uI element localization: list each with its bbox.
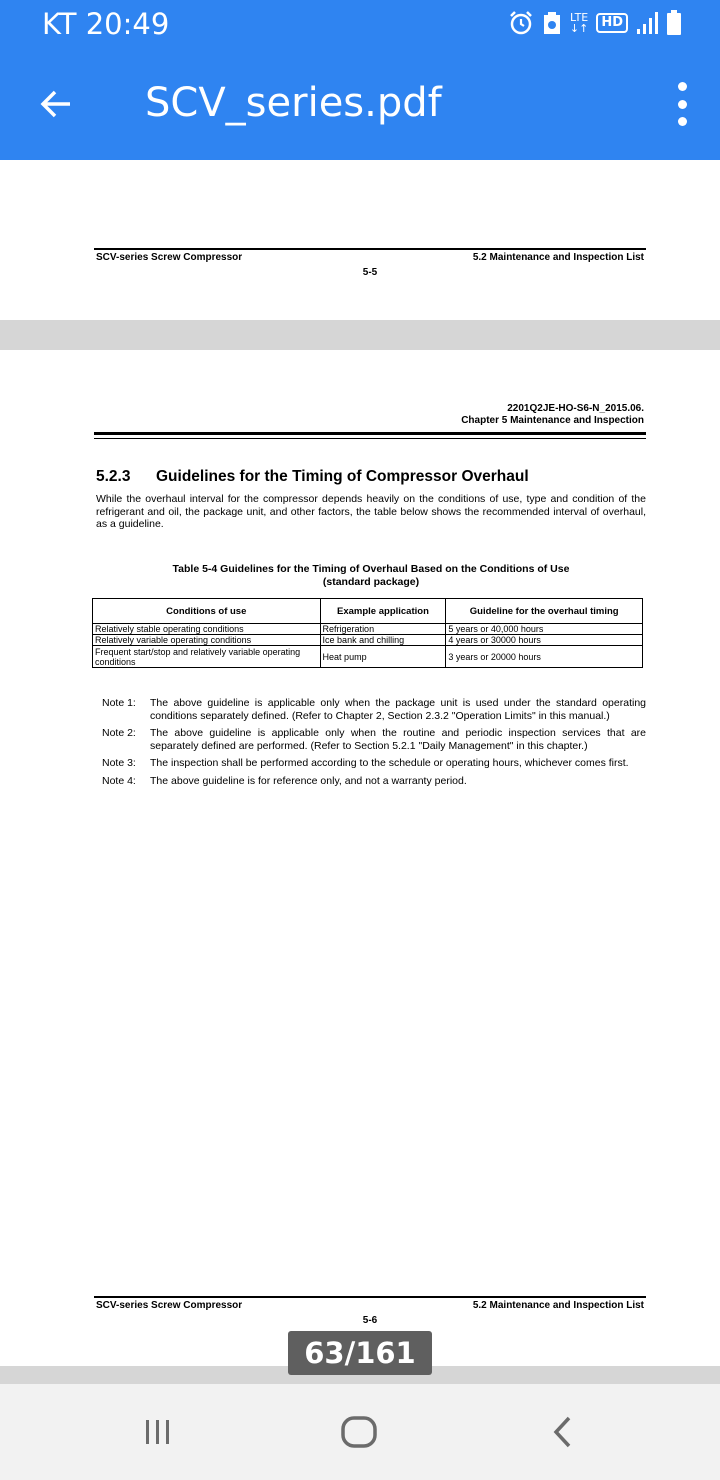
- pdf-viewer[interactable]: [0, 160, 720, 1384]
- table-row: [93, 646, 643, 668]
- note-label: Note 3:: [102, 757, 136, 769]
- table-row: [93, 624, 643, 635]
- table-header-row: [93, 599, 643, 624]
- table-caption-line2: (standard package): [322, 575, 420, 588]
- table-cell: Frequent start/stop and relatively variable operating conditions: [93, 646, 321, 668]
- more-vert-icon-dot: [678, 100, 687, 109]
- chapter-heading: Chapter 5 Maintenance and Inspection: [461, 415, 644, 426]
- table-header-cell: Conditions of use: [93, 599, 321, 624]
- table-header-cell: Example application: [320, 599, 446, 624]
- header-rule: [94, 432, 646, 435]
- intro-paragraph: While the overhaul interval for the compressor depends heavily on the conditions of use, type and condition of the refrigerant and oil, the package unit, and other factors, the table below shows the recommended interval of overhaul, as a guideline.: [96, 493, 646, 530]
- back-button[interactable]: [30, 78, 82, 130]
- note-item: [102, 775, 646, 788]
- alarm-icon: [508, 10, 534, 36]
- footer-rule: [94, 248, 646, 250]
- status-bar: [0, 0, 720, 48]
- doc-code: 2201Q2JE-HO-S6-N_2015.06.: [507, 403, 644, 414]
- table-caption-line1: Table 5-4 Guidelines for the Timing of Overhaul Based on the Conditions of Use: [172, 563, 570, 575]
- page-separator: [0, 320, 720, 350]
- note-label: Note 2:: [102, 727, 136, 739]
- lte-indicator: [570, 12, 588, 34]
- table-cell: Refrigeration: [320, 624, 446, 635]
- battery-icon: [666, 10, 682, 36]
- table-cell: 5 years or 40,000 hours: [446, 624, 643, 635]
- note-text: The inspection shall be performed according to the schedule or operating hours, whichever comes first.: [150, 757, 629, 769]
- status-time: KT 20:49: [42, 7, 170, 41]
- prev-page-number: 5-5: [362, 267, 378, 278]
- note-item: [102, 757, 646, 770]
- status-icons: [508, 8, 682, 38]
- prev-footer-right: 5.2 Maintenance and Inspection List: [472, 252, 644, 263]
- table-cell: 4 years or 30000 hours: [446, 635, 643, 646]
- note-text: The above guideline is applicable only when the package unit is used under the standard operating conditions separately defined. (Refer to Chapter 2, Section 2.3.2 "Operation Limits" in this manual.): [150, 697, 646, 722]
- hd-voice-badge: HD: [596, 13, 628, 33]
- data-arrows-icon: ↓↑: [569, 22, 589, 35]
- note-item: [102, 727, 646, 752]
- nav-back-button[interactable]: [532, 1408, 592, 1456]
- section-heading: [96, 468, 529, 486]
- signal-icon: [636, 11, 658, 35]
- nav-back-icon: [550, 1415, 574, 1449]
- table-row: [93, 635, 643, 646]
- note-text: The above guideline is applicable only when the routine and periodic inspection services that are separately defined are performed. (Refer to Section 5.2.1 "Daily Management" in this chapter.): [150, 727, 646, 752]
- app-bar: [0, 48, 720, 160]
- overhaul-table: [92, 598, 643, 668]
- table-cell: 3 years or 20000 hours: [446, 646, 643, 668]
- page-number: 5-6: [362, 1315, 378, 1326]
- header-rule-thin: [94, 438, 646, 439]
- prev-footer-left: SCV-series Screw Compressor: [96, 252, 243, 263]
- document-title: SCV_series.pdf: [145, 80, 442, 126]
- notes-list: [102, 697, 646, 792]
- network-type: LTE: [569, 11, 589, 24]
- note-item: [102, 697, 646, 722]
- recents-icon: [143, 1418, 173, 1446]
- arrow-left-icon: [36, 84, 76, 124]
- home-button[interactable]: [329, 1408, 389, 1456]
- page-header: [461, 403, 644, 427]
- page-indicator: 63/161: [288, 1331, 432, 1375]
- footer-left: SCV-series Screw Compressor: [96, 1300, 243, 1311]
- note-text: The above guideline is for reference only, and not a warranty period.: [150, 774, 467, 787]
- section-title: Guidelines for the Timing of Compressor Overhaul: [156, 468, 529, 485]
- note-label: Note 4:: [102, 774, 136, 787]
- table-cell: Relatively variable operating conditions: [93, 635, 321, 646]
- table-cell: Heat pump: [320, 646, 446, 668]
- note-label: Note 1:: [102, 697, 136, 709]
- table-cell: Relatively stable operating conditions: [93, 624, 321, 635]
- footer-right: 5.2 Maintenance and Inspection List: [472, 1300, 644, 1311]
- table-header-cell: Guideline for the overhaul timing: [446, 599, 643, 624]
- table-cell: Ice bank and chilling: [320, 635, 446, 646]
- section-number: 5.2.3: [96, 468, 131, 485]
- more-vert-icon-dot: [678, 82, 687, 91]
- table-caption: [96, 563, 646, 588]
- footer-rule: [94, 1296, 646, 1298]
- more-vert-icon-dot: [678, 117, 687, 126]
- data-saver-icon: [542, 10, 562, 36]
- home-icon: [339, 1415, 379, 1449]
- more-options-button[interactable]: [670, 82, 694, 126]
- recents-button[interactable]: [128, 1408, 188, 1456]
- navigation-bar: [0, 1384, 720, 1480]
